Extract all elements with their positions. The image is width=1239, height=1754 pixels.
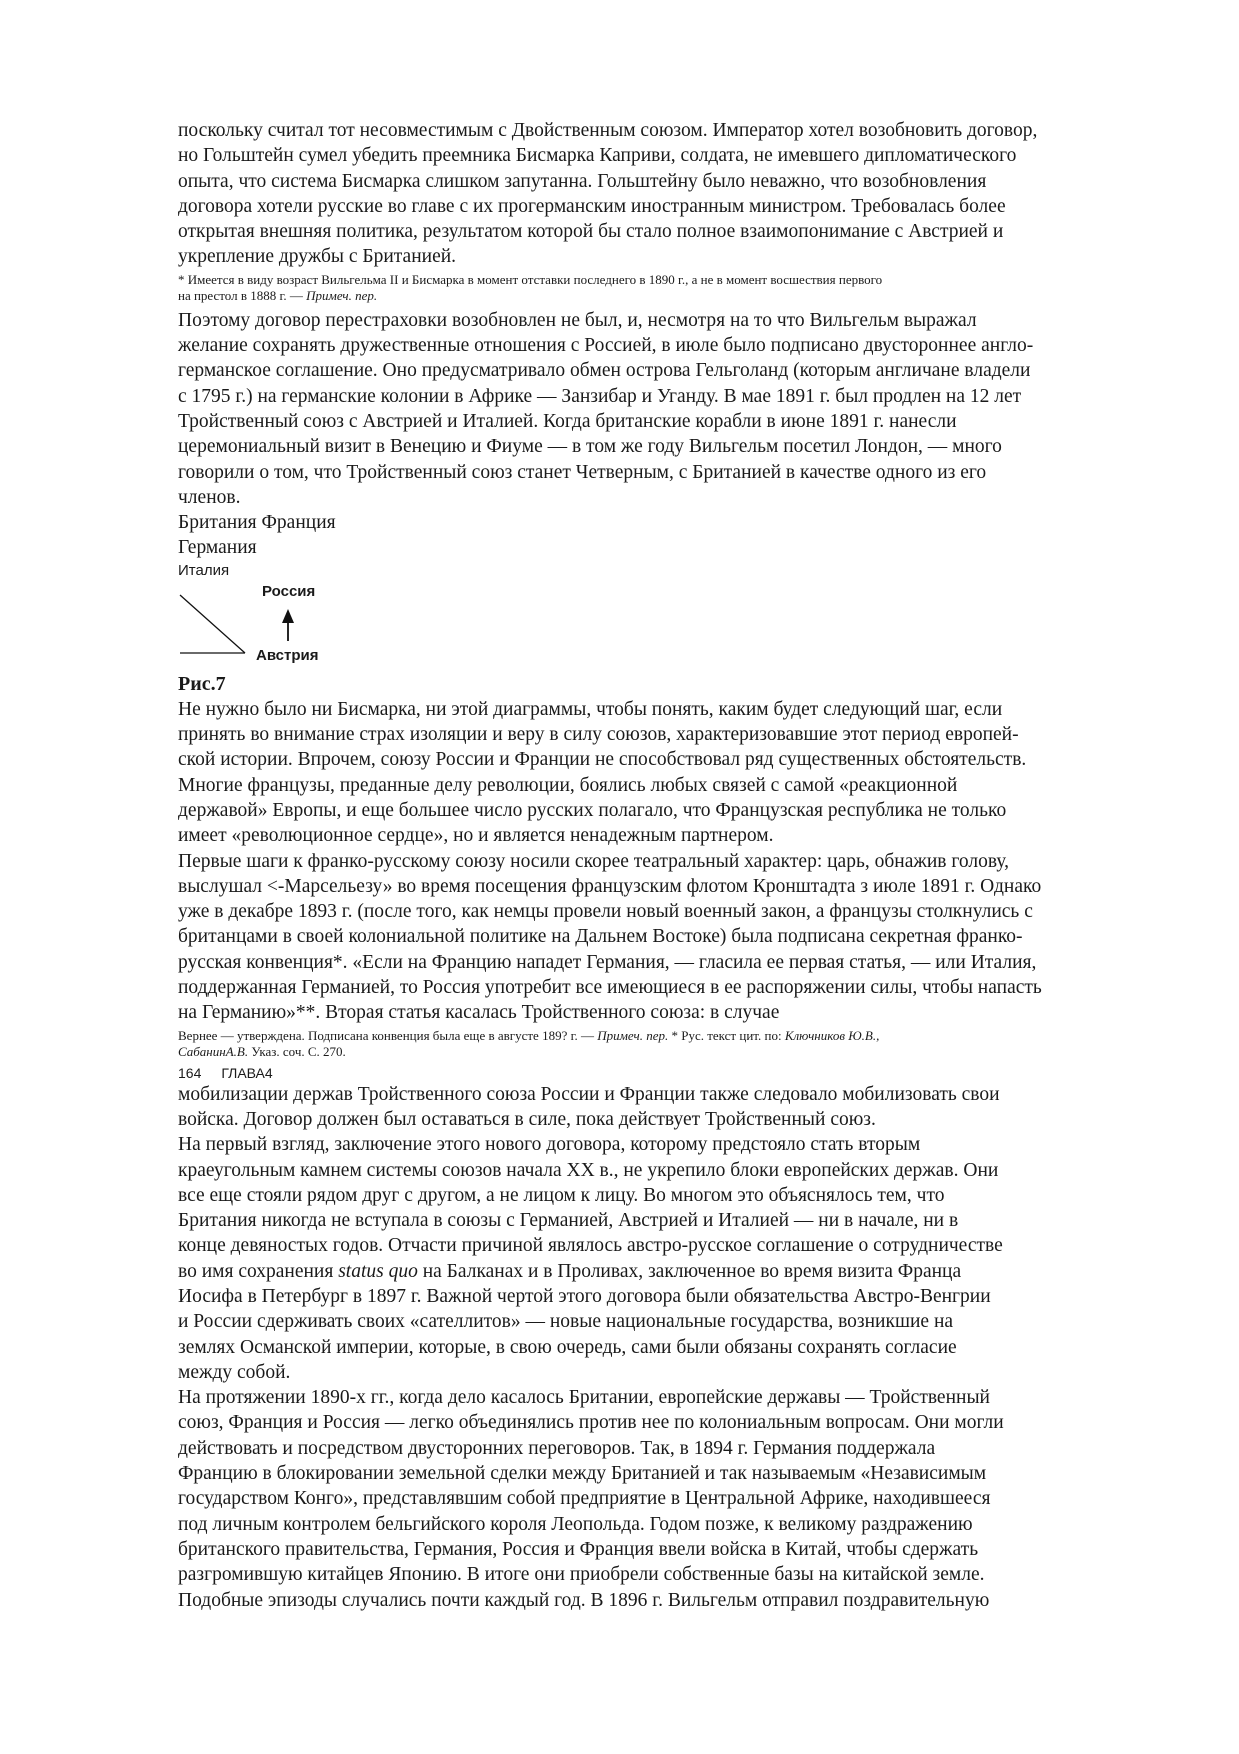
text-fragment: на Балканах и в Проливах, заключенное во время визита Франца: [417, 1260, 962, 1282]
paragraph-4: [178, 849, 1158, 1026]
footnote-line: [178, 288, 1158, 304]
paragraph-5: [178, 1082, 1158, 1133]
text-line: землях Османской империи, которые, в свою очередь, сами были обязаны сохранять согласие: [178, 1336, 957, 1358]
label-austria: Австрия: [256, 646, 319, 664]
text-line: укрепление дружбы с Британией.: [178, 246, 457, 268]
latin-term: status quo: [338, 1260, 418, 1282]
figure-text-line: Британия Франция: [178, 512, 336, 534]
text-line: Иосифа в Петербург в 1897 г. Важной чертой этого договора были обязательства Австро-Венгрии: [178, 1285, 991, 1307]
text-line: на Германию»**. Вторая статья касалась Тройственного союза: в случае: [178, 1002, 780, 1024]
text-line: На протяжении 1890-х гг., когда дело касалось Британии, европейские державы — Тройственный: [178, 1387, 990, 1409]
paragraph-3: [178, 697, 1158, 849]
footnote-author: СабанинА.В.: [178, 1043, 249, 1059]
text-line: и России сдерживать своих «сателлитов» — новые национальные государства, возникшие на: [178, 1311, 954, 1333]
text-line: Францию в блокировании земельной сделки между Британией и так называемым «Независимым: [178, 1463, 987, 1485]
text-line: британцами в своей колониальной политике на Дальнем Востоке) была подписана секретная франко-: [178, 926, 1023, 948]
text-line: действовать и посредством двусторонних переговоров. Так, в 1894 г. Германия поддержала: [178, 1437, 936, 1459]
text-line: Британия никогда не вступала в союзы с Германией, Австрией и Италией — ни в начале, ни в: [178, 1210, 959, 1232]
text-line: На первый взгляд, заключение этого нового договора, которому предстояло стать вторым: [178, 1134, 921, 1156]
text-line: краеугольным камнем системы союзов начала XX в., не укрепило блоки европейских держав. Они: [178, 1159, 999, 1181]
text-line: договора хотели русские во главе с их прогерманским иностранным министром. Требовалась более: [178, 195, 1006, 217]
text-line: уже в декабре 1893 г. (после того, как немцы провели новый военный закон, а французы столкнулись с: [178, 901, 1033, 923]
text-line: войска. Договор должен был оставаться в силе, пока действует Тройственный союз.: [178, 1108, 876, 1130]
paragraph-2: [178, 308, 1158, 510]
footnote-text: Вернее — утверждена. Подписана конвенция была еще в августе 189? г. —: [178, 1027, 598, 1043]
footnote-line: * Имеется в виду возраст Вильгельма II и Бисмарка в момент отставки последнего в 1890 г., а не в момент восшествия первого: [178, 271, 883, 287]
text-line: русская конвенция*. «Если на Францию нападет Германия, — гласила ее первая статья, — или Италия,: [178, 951, 1037, 973]
text-line: ской истории. Впрочем, союзу России и Франции не способствовал ряд существенных обстоятельств.: [178, 749, 1027, 771]
paragraph-6: [178, 1132, 1158, 1385]
footnote-line: [178, 1028, 1158, 1044]
text-line: британского правительства, Германия, Россия и Франция ввели войска в Китай, чтобы сдержать: [178, 1538, 979, 1560]
diagonal-line: [180, 595, 245, 653]
paragraph-7: [178, 1385, 1158, 1613]
footnote-author: Ключников Ю.В.,: [784, 1027, 880, 1043]
paragraph-1: [178, 118, 1158, 270]
text-line: Подобные эпизоды случались почти каждый год. В 1896 г. Вильгельм отправил поздравительную: [178, 1589, 990, 1611]
text-line: конце девяностых годов. Отчасти причиной являлось австро-русское соглашение о сотрудничестве: [178, 1235, 1003, 1257]
page-number: 164: [178, 1064, 202, 1081]
text-line: Первые шаги к франко-русскому союзу носили скорее театральный характер: царь, обнажив голову,: [178, 850, 1010, 872]
text-line: под личным контролем бельгийского короля Леопольда. Годом позже, к великому раздражению: [178, 1513, 973, 1535]
text-line: [178, 1259, 1158, 1284]
text-line: с 1795 г.) на германские колонии в Африке — Занзибар и Уганду. В мае 1891 г. был продлен на 12 лет: [178, 385, 1022, 407]
text-line: опыта, что система Бисмарка слишком запутанна. Гольштейну было неважно, что возобновления: [178, 170, 987, 192]
footnote-text: Указ. соч. С. 270.: [248, 1043, 346, 1059]
text-line: имеет «революционное сердце», но и является ненадежным партнером.: [178, 825, 774, 847]
text-line: союз, Франция и Россия — легко объединялись против нее по колониальным вопросам. Они могли: [178, 1412, 1004, 1434]
chapter-title: ГЛАВА4: [221, 1064, 273, 1081]
figure-text-line: Германия: [178, 537, 257, 559]
text-line: Многие французы, преданные делу революции, боялись любых связей с самой «реакционной: [178, 774, 958, 796]
figure-text-line: Италия: [178, 561, 230, 579]
page-content: [178, 118, 1158, 1613]
footnote-note: Примеч. пер.: [597, 1027, 669, 1043]
footnote-line: [178, 1044, 1158, 1060]
footnote-text: на престол в 1888 г. —: [178, 287, 307, 303]
text-line: церемониальный визит в Венецию и Фиуме — в том же году Вильгельм посетил Лондон, — много: [178, 436, 1002, 458]
text-line: разгромившую китайцев Японию. В итоге они приобрели собственные базы на китайской земле.: [178, 1564, 985, 1586]
text-line: германское соглашение. Оно предусматривало обмен острова Гельголанд (которым англичане владели: [178, 360, 1031, 382]
text-line: Тройственный союз с Австрией и Италией. Когда британские корабли в июне 1891 г. нанесли: [178, 410, 957, 432]
footnote-text: * Рус. текст цит. по:: [668, 1027, 785, 1043]
text-line: открытая внешняя политика, результатом которой бы стало полное взаимопонимание с Австрией и: [178, 221, 1004, 243]
footnote-note: Примеч. пер.: [306, 287, 378, 303]
text-line: но Гольштейн сумел убедить преемника Бисмарка Каприви, солдата, не имевшего дипломатического: [178, 145, 1017, 167]
figure-caption: Рис.7: [178, 672, 226, 695]
footnote-1: [178, 272, 1158, 304]
text-line: мобилизации держав Тройственного союза России и Франции также следовало мобилизовать свои: [178, 1083, 1000, 1105]
footnote-2: [178, 1028, 1158, 1060]
text-line: государством Конго», представлявшим собой предприятие в Центральной Африке, находившееся: [178, 1488, 991, 1510]
text-line: желание сохранять дружественные отношения с Россией, в июле было подписано двустороннее англо-: [178, 335, 1034, 357]
text-line: принять во внимание страх изоляции и веру в силу союзов, характеризовавшие этот период европей-: [178, 724, 1019, 746]
text-line: членов.: [178, 486, 241, 508]
text-fragment: во имя сохранения: [178, 1260, 339, 1282]
text-line: Поэтому договор перестраховки возобновлен не был, и, несмотря на то что Вильгельм выражал: [178, 309, 977, 331]
text-line: выслушал <-Марсельезу» во время посещения французским флотом Кронштадта з июле 1891 г. Однако: [178, 875, 1042, 897]
text-line: между собой.: [178, 1361, 291, 1383]
running-header: [178, 1064, 1158, 1082]
text-line: поддержанная Германией, то Россия употребит все имеющиеся в ее распоряжении силы, чтобы напасть: [178, 977, 1042, 999]
alliance-diagram: [178, 581, 378, 671]
text-line: поскольку считал тот несовместимым с Двойственным союзом. Император хотел возобновить договор,: [178, 120, 1038, 141]
text-line: державой» Европы, и еще большее число русских полагало, что Французская республика не только: [178, 799, 1007, 821]
label-russia: Россия: [262, 582, 316, 600]
text-line: все еще стояли рядом друг с другом, а не лицом к лицу. Во многом это объяснялось тем, что: [178, 1184, 945, 1206]
text-line: Не нужно было ни Бисмарка, ни этой диаграммы, чтобы понять, каким будет следующий шаг, если: [178, 698, 1003, 720]
arrow-up-icon: [282, 609, 294, 623]
text-line: говорили о том, что Тройственный союз станет Четверным, с Британией в качестве одного из его: [178, 461, 987, 483]
